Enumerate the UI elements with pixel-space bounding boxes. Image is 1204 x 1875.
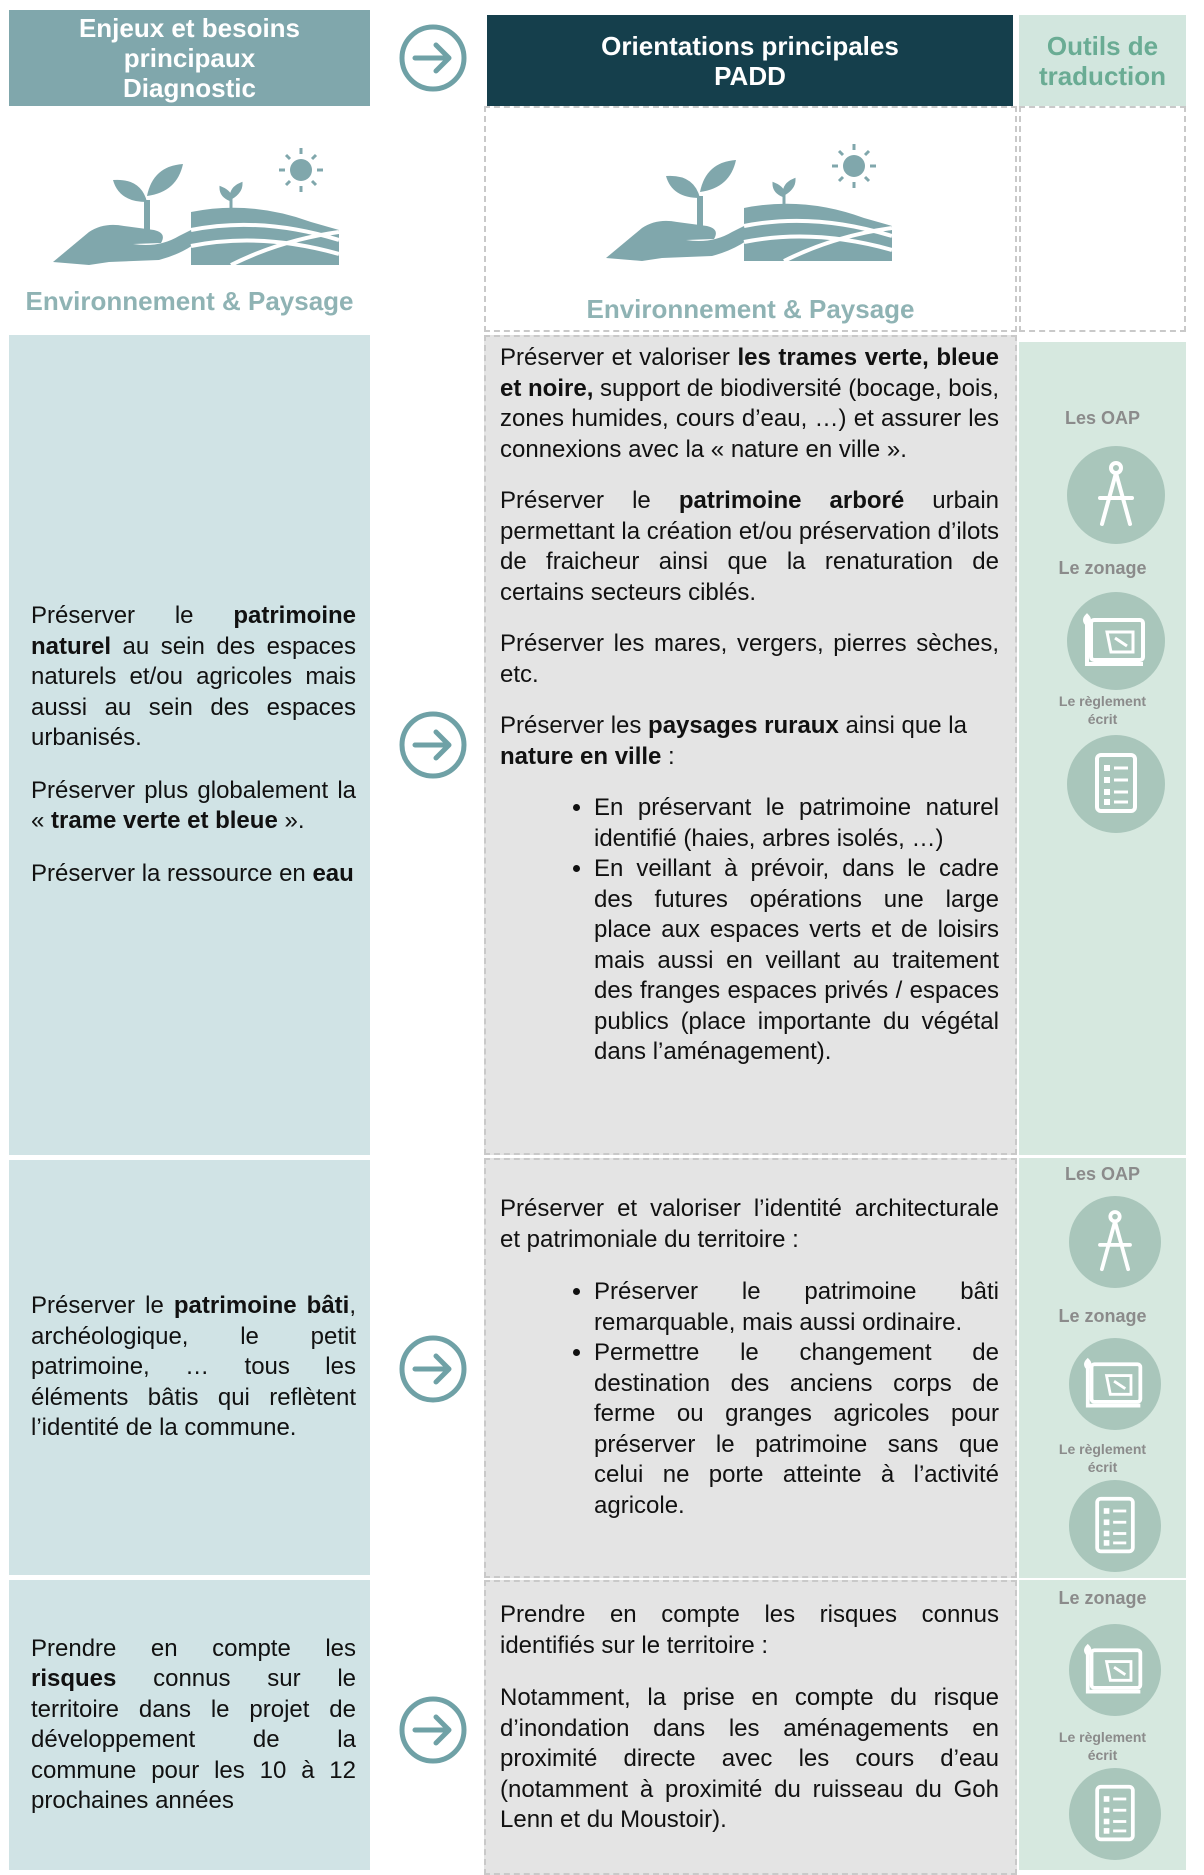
arrow-right-circle-icon xyxy=(398,1334,468,1404)
header-outils-line1: Outils de xyxy=(1046,30,1159,61)
tool-label-oap: Les OAP xyxy=(1064,408,1141,428)
header-outils xyxy=(1019,15,1186,106)
row1-tools-cell xyxy=(1019,342,1186,1155)
row1-orient-p4: Préserver les paysages ruraux ainsi que la nature en ville : xyxy=(500,712,967,770)
row1-enjeux-p2: Préserver plus globalement la « trame verte et bleue ». xyxy=(31,776,356,834)
map-plan-icon xyxy=(1067,592,1165,690)
theme-cell-mid xyxy=(484,106,1017,332)
tool-label-zonage: Le zonage xyxy=(1058,558,1147,578)
header-enjeux-line3: Diagnostic xyxy=(123,73,256,103)
theme-label-mid: Environnement & Paysage xyxy=(586,294,915,324)
theme-label-left: Environnement & Paysage xyxy=(25,286,354,316)
theme-cell-left xyxy=(9,110,370,330)
list-item: • Préserver le patrimoine bâti remarquable, mais aussi ordinaire. xyxy=(594,1277,999,1338)
document-list-icon xyxy=(1069,1480,1161,1572)
compass-icon xyxy=(1069,1196,1161,1288)
header-orientations-line2: PADD xyxy=(714,60,786,91)
row1-enjeux-p1: Préserver le patrimoine naturel au sein des espaces naturels et/ou agricoles mais aussi au sein des espaces urbanisés. xyxy=(31,602,356,751)
tool-label-zonage: Le zonage xyxy=(1058,1588,1147,1608)
row3-orientations-cell xyxy=(484,1580,1017,1875)
header-enjeux-line2: principaux xyxy=(123,43,256,73)
list-item: • En veillant à prévoir, dans le cadre des futures opérations une large place aux espaces verts et de loisirs mais aussi en veillant au traitement des franges espaces privés / espaces publics (place importante du végétal dans l’aménagement). xyxy=(594,854,999,1068)
row3-enjeux-p1: Prendre en compte les risques connus sur le territoire dans le projet de développement de la commune pour les 10 à 12 prochaines années xyxy=(31,1634,356,1814)
row3-orient-p2: Notamment, la prise en compte du risque d’inondation dans les aménagements en proximité directe avec les cours d’eau (notamment à proximité du ruisseau du Goh Lenn et du Moustoir). xyxy=(500,1684,999,1833)
map-plan-icon xyxy=(1069,1624,1161,1716)
header-orientations-line1: Orientations principales xyxy=(601,30,899,61)
arrow-right-circle-icon xyxy=(398,23,468,93)
tool-label-reglement: Le règlement écrit xyxy=(1058,693,1147,727)
tool-label-zonage: Le zonage xyxy=(1058,1306,1147,1326)
header-enjeux xyxy=(9,10,370,106)
list-item: • Permettre le changement de destination des anciens corps de ferme ou granges agricoles pour préserver le patrimoine sans que celui ne porte atteinte à l’activité agricole. xyxy=(594,1338,999,1521)
row2-enjeux-cell xyxy=(9,1160,370,1575)
header-orientations xyxy=(487,15,1013,106)
row2-enjeux-p1: Préserver le patrimoine bâti, archéologique, le petit patrimoine, … tous les éléments bâtis qui reflètent l’identité de la commune. xyxy=(31,1292,356,1442)
arrow-right-circle-icon xyxy=(398,1695,468,1765)
header-outils-line2: traduction xyxy=(1038,60,1167,91)
header-enjeux-line1: Enjeux et besoins xyxy=(78,13,301,43)
row2-tools-cell xyxy=(1019,1158,1186,1578)
tool-label-reglement: Le règlement écrit xyxy=(1058,1729,1147,1763)
row1-enjeux-cell xyxy=(9,335,370,1155)
compass-icon xyxy=(1067,446,1165,544)
row2-orient-p1: Préserver et valoriser l’identité architecturale et patrimoniale du territoire : xyxy=(500,1195,999,1253)
plant-in-hand-icon xyxy=(602,136,892,261)
theme-cell-tools xyxy=(1019,106,1186,332)
row3-enjeux-cell xyxy=(9,1580,370,1870)
plant-in-hand-icon xyxy=(49,140,339,265)
tool-label-reglement: Le règlement écrit xyxy=(1058,1441,1147,1475)
row3-tools-cell xyxy=(1019,1580,1186,1870)
tool-label-oap: Les OAP xyxy=(1064,1164,1141,1184)
row2-orient-list xyxy=(500,1277,999,1521)
document-list-icon xyxy=(1067,735,1165,833)
row2-orientations-cell xyxy=(484,1158,1017,1578)
row1-orient-p3: Préserver les mares, vergers, pierres sèches, etc. xyxy=(500,630,999,688)
row1-orient-p1: Préserver et valoriser les trames verte, bleue et noire, support de biodiversité (bocage, bois, zones humides, cours d’eau, …) et assurer les connexions avec la « nature en ville ». xyxy=(500,344,1000,463)
row1-orient-p2: Préserver le patrimoine arboré urbain permettant la création et/ou préservation d’ilots de fraicheur ainsi que la renaturation de certains secteurs ciblés. xyxy=(500,487,1000,606)
row1-orientations-cell xyxy=(484,335,1017,1155)
row1-enjeux-p3: Préserver la ressource en eau xyxy=(31,859,354,887)
row3-orient-p1: Prendre en compte les risques connus identifiés sur le territoire : xyxy=(500,1601,999,1659)
document-list-icon xyxy=(1069,1768,1161,1860)
list-item: • En préservant le patrimoine naturel identifié (haies, arbres isolés, …) xyxy=(594,793,999,854)
arrow-right-circle-icon xyxy=(398,710,468,780)
map-plan-icon xyxy=(1069,1338,1161,1430)
row1-orient-list xyxy=(500,793,999,1068)
